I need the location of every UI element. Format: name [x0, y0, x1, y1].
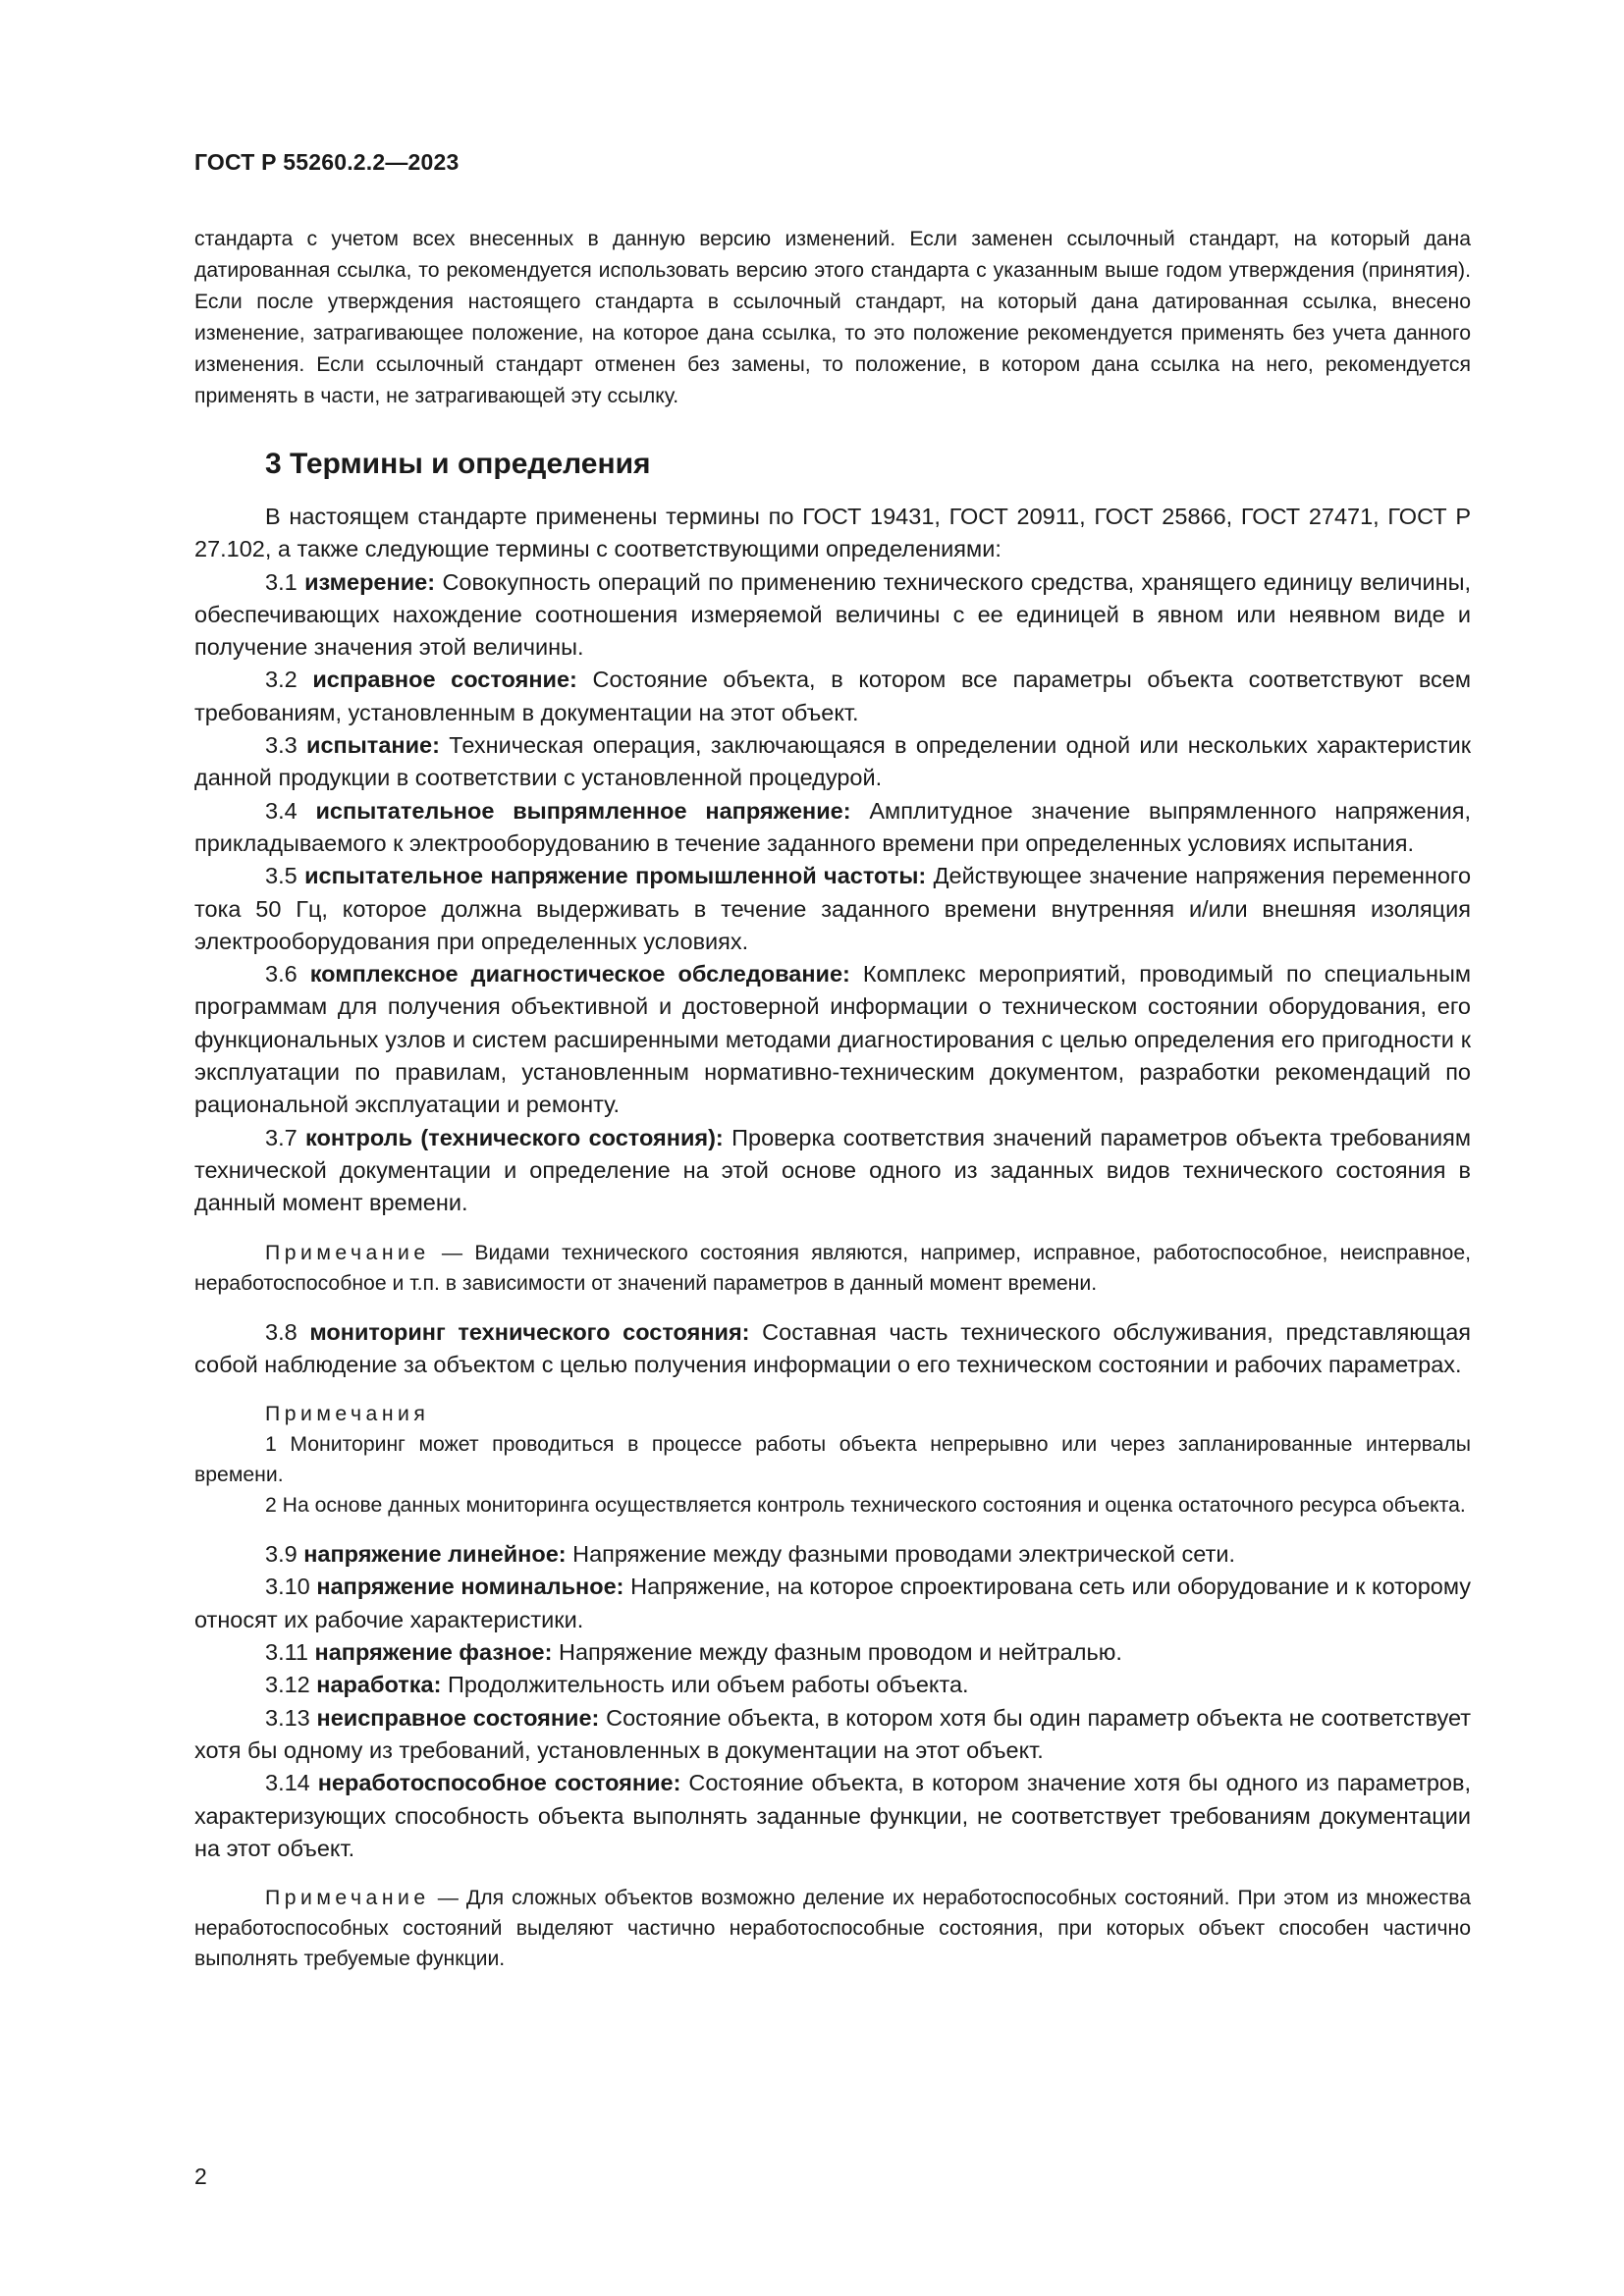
page-number: 2 — [194, 2163, 207, 2189]
term-entry-3-4 — [194, 795, 1471, 861]
term-definition: Продолжительность или объем работы объекта. — [447, 1672, 969, 1698]
term-definition: Состояние объекта, в котором значение хотя бы одного из параметров, характеризующих способность объекта выполнять заданные функции, не соответствует требованиям документации на этот объект. — [194, 1770, 1471, 1861]
term-number: 3.12 — [265, 1672, 310, 1698]
note-item-2: 2 На основе данных мониторинга осуществляется контроль технического состояния и оценка остаточного ресурса объекта. — [265, 1494, 1466, 1518]
term-name: наработка: — [316, 1672, 442, 1698]
term-entry-3-13 — [194, 1702, 1471, 1768]
term-name: неработоспособное состояние: — [317, 1770, 681, 1796]
term-name: измерение: — [304, 568, 436, 595]
term-definition: Амплитудное значение выпрямленного напряжения, прикладываемого к электрооборудованию в течение заданного времени при определенных условиях испытания. — [194, 797, 1471, 856]
term-definition: Напряжение между фазными проводами электрической сети. — [572, 1541, 1235, 1568]
term-definition: Проверка соответствия значений параметров объекта требованиям технической документации и определение на этой основе одного из заданных видов технического состояния в данный момент времени. — [194, 1124, 1471, 1216]
term-name: комплексное диагностическое обследование: — [309, 961, 850, 988]
term-number: 3.2 — [265, 667, 298, 693]
term-name: напряжение номинальное: — [316, 1574, 624, 1600]
term-number: 3.9 — [265, 1541, 298, 1568]
term-number: 3.3 — [265, 732, 298, 759]
term-entry-3-10 — [194, 1571, 1471, 1636]
note-3-7 — [194, 1238, 1471, 1299]
section-lead-paragraph: В настоящем стандарте применены термины по ГОСТ 19431, ГОСТ 20911, ГОСТ 25866, ГОСТ 27471, ГОСТ Р 27.102, а также следующие термины с соответствующими определениями: — [194, 504, 1471, 562]
intro-paragraph: стандарта с учетом всех внесенных в данную версию изменений. Если заменен ссылочный стандарт, на который дана датированная ссылка, то рекомендуется использовать версию этого стандарта с указанным выше годом утверждения (принятия). Если после утверждения настоящего стандарта в ссылочный стандарт, на который дана датированная ссылка, внесено изменение, затрагивающее положение, на которое дана ссылка, то это положение рекомендуется применять без учета данного изменения. Если ссылочный стандарт отменен без замены, то положение, в котором дана ссылка на него, рекомендуется применять в части, не затрагивающей эту ссылку. — [194, 228, 1471, 407]
term-entry-3-11 — [194, 1636, 1471, 1669]
note-item-1: 1 Мониторинг может проводиться в процессе работы объекта непрерывно или через запланированные интервалы времени. — [194, 1433, 1471, 1487]
term-entry-3-12 — [194, 1669, 1471, 1701]
term-number: 3.7 — [265, 1124, 298, 1150]
term-name: напряжение фазное: — [314, 1639, 553, 1666]
notes-3-8 — [194, 1399, 1471, 1521]
term-name: испытательное выпрямленное напряжение: — [315, 797, 851, 824]
term-number: 3.8 — [265, 1318, 298, 1345]
term-number: 3.6 — [265, 961, 298, 988]
term-entry-3-1 — [194, 566, 1471, 665]
term-entry-3-7 — [194, 1122, 1471, 1220]
term-definition: Состояние объекта, в котором хотя бы один параметр объекта не соответствует хотя бы одному из требований, установленных в документации на этот объект. — [194, 1704, 1472, 1763]
section-title: 3 Термины и определения — [265, 448, 651, 480]
term-definition: Техническая операция, заключающаяся в определении одной или нескольких характеристик данной продукции в соответствии с установленной процедурой. — [194, 732, 1472, 791]
term-number: 3.11 — [265, 1639, 308, 1666]
term-entry-3-6 — [194, 958, 1471, 1121]
note-label: Примечание — [265, 1241, 430, 1264]
term-definition: Действующее значение напряжения переменного тока 50 Гц, которое должна выдерживать в течение заданного времени внутренняя и/или внешняя изоляция электрооборудования при определенных условиях. — [194, 863, 1472, 954]
term-name: мониторинг технического состояния: — [309, 1318, 750, 1345]
term-number: 3.13 — [265, 1704, 310, 1731]
term-definition: Комплекс мероприятий, проводимый по специальным программам для получения объективной и достоверной информации о техническом состоянии оборудования, его функциональных узлов и систем расширенными методами диагностирования с целью определения его пригодности к эксплуатации по правилам, установленным нормативно-техническим документом, разработки рекомендаций по рациональной эксплуатации и ремонту. — [194, 961, 1471, 1118]
term-entry-3-9 — [194, 1538, 1471, 1571]
term-name: напряжение линейное: — [303, 1541, 567, 1568]
term-name: испытание: — [306, 732, 440, 759]
term-name: испытательное напряжение промышленной частоты: — [304, 863, 927, 889]
term-name: исправное состояние: — [312, 667, 577, 693]
term-definition: Состояние объекта, в котором все параметры объекта соответствуют всем требованиям, установленным в документации на этот объект. — [194, 667, 1472, 725]
term-entry-3-2 — [194, 664, 1471, 729]
term-entry-3-8 — [194, 1316, 1471, 1382]
note-text: — Для сложных объектов возможно деление их неработоспособных состояний. При этом из множества неработоспособных состояний выделяют частично неработоспособные состояния, при которых объект способен частично выполнять требуемые функции. — [194, 1887, 1472, 1971]
term-number: 3.1 — [265, 568, 298, 595]
term-definition: Составная часть технического обслуживания, представляющая собой наблюдение за объектом с целью получения информации о его техническом состоянии и рабочих параметрах. — [194, 1318, 1471, 1377]
note-label: Примечание — [265, 1887, 430, 1910]
term-number: 3.14 — [265, 1770, 310, 1796]
note-3-14 — [194, 1883, 1471, 1974]
term-entry-3-5 — [194, 860, 1471, 958]
page-content — [194, 224, 1471, 1992]
term-name: неисправное состояние: — [316, 1704, 600, 1731]
term-definition: Напряжение между фазным проводом и нейтралью. — [558, 1639, 1122, 1666]
term-entry-3-3 — [194, 729, 1471, 795]
term-number: 3.10 — [265, 1574, 310, 1600]
note-text: — Видами технического состояния являются, например, исправное, работоспособное, неисправное, неработоспособное и т.п. в зависимости от значений параметров в данный момент времени. — [194, 1241, 1472, 1295]
term-definition: Напряжение, на которое спроектирована сеть или оборудование и к которому относят их рабочие характеристики. — [194, 1574, 1472, 1632]
term-number: 3.4 — [265, 797, 298, 824]
document-number-header: ГОСТ Р 55260.2.2—2023 — [194, 149, 460, 175]
term-entry-3-14 — [194, 1767, 1471, 1865]
term-definition: Совокупность операций по применению технического средства, хранящего единицу величины, обеспечивающих нахождение соотношения измеряемой величины с ее единицей в явном или неявном виде и получение значения этой величины. — [194, 568, 1472, 661]
term-number: 3.5 — [265, 863, 298, 889]
notes-label: Примечания — [265, 1403, 430, 1426]
term-name: контроль (технического состояния): — [305, 1124, 724, 1150]
